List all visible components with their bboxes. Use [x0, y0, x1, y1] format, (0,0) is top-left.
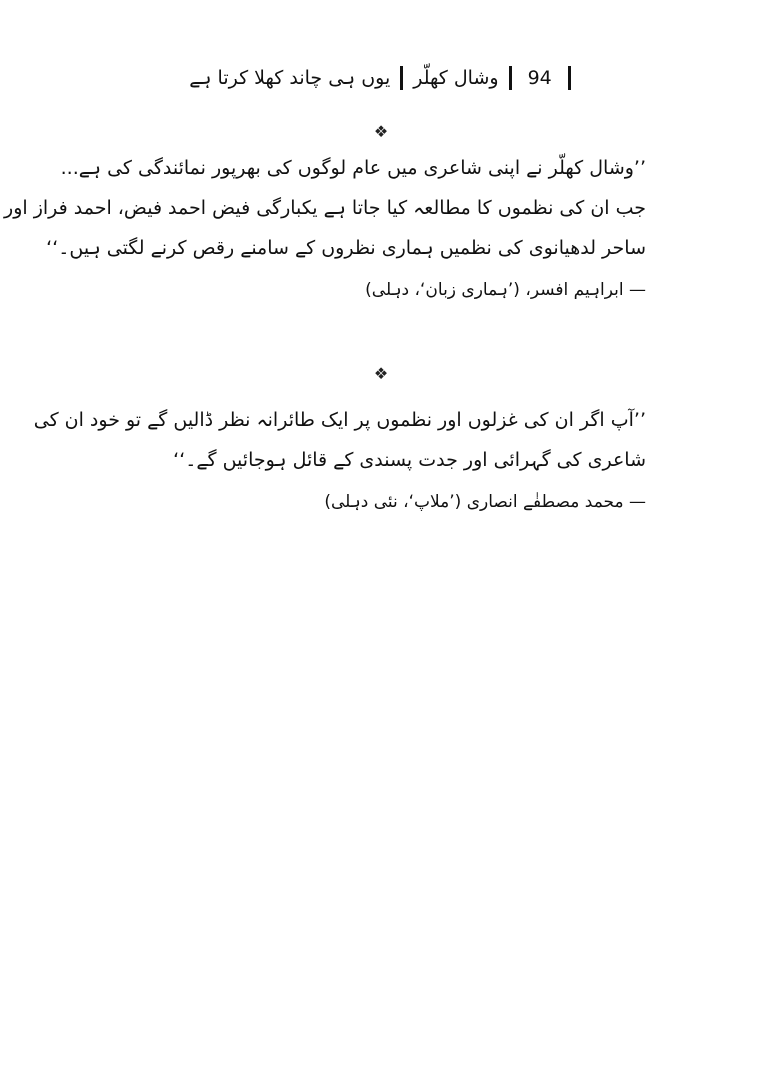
- quote-block-2: [33, 400, 646, 520]
- ornament-icon: ❖: [373, 122, 389, 141]
- author-name: وشال کھلّر: [413, 67, 499, 89]
- quote-line: ’’وشال کھلّر نے اپنی شاعری میں عام لوگوں کی بھرپور نمائندگی کی ہے...: [60, 157, 646, 179]
- ornament-icon: ❖: [373, 364, 389, 383]
- quote-line: شاعری کی گہرائی اور جدت پسندی کے قائل ہوجائیں گے۔‘‘: [173, 449, 646, 471]
- quote-block-1: [4, 148, 646, 308]
- running-header: [150, 58, 610, 98]
- book-title: یوں ہی چاند کھلا کرتا ہے: [189, 67, 391, 89]
- quote-attribution: — محمد مصطفٰے انصاری (’ملاپ‘، نئی دہلی): [324, 492, 646, 512]
- quote-line: جب ان کی نظموں کا مطالعہ کیا جاتا ہے یکبارگی فیض احمد فیض، احمد فراز اور: [4, 197, 646, 219]
- header-separator: [509, 66, 512, 90]
- quote-line: ’’آپ اگر ان کی غزلوں اور نظموں پر ایک طائرانہ نظر ڈالیں گے تو خود ان کی: [33, 409, 646, 431]
- quote-attribution: — ابراہیم افسر، (’ہماری زبان‘، دہلی): [365, 280, 646, 300]
- header-separator: [568, 66, 571, 90]
- header-separator: [400, 66, 403, 90]
- page-number: 94: [527, 67, 552, 89]
- quote-line: ساحر لدھیانوی کی نظمیں ہماری نظروں کے سامنے رقص کرنے لگتی ہیں۔‘‘: [46, 237, 646, 259]
